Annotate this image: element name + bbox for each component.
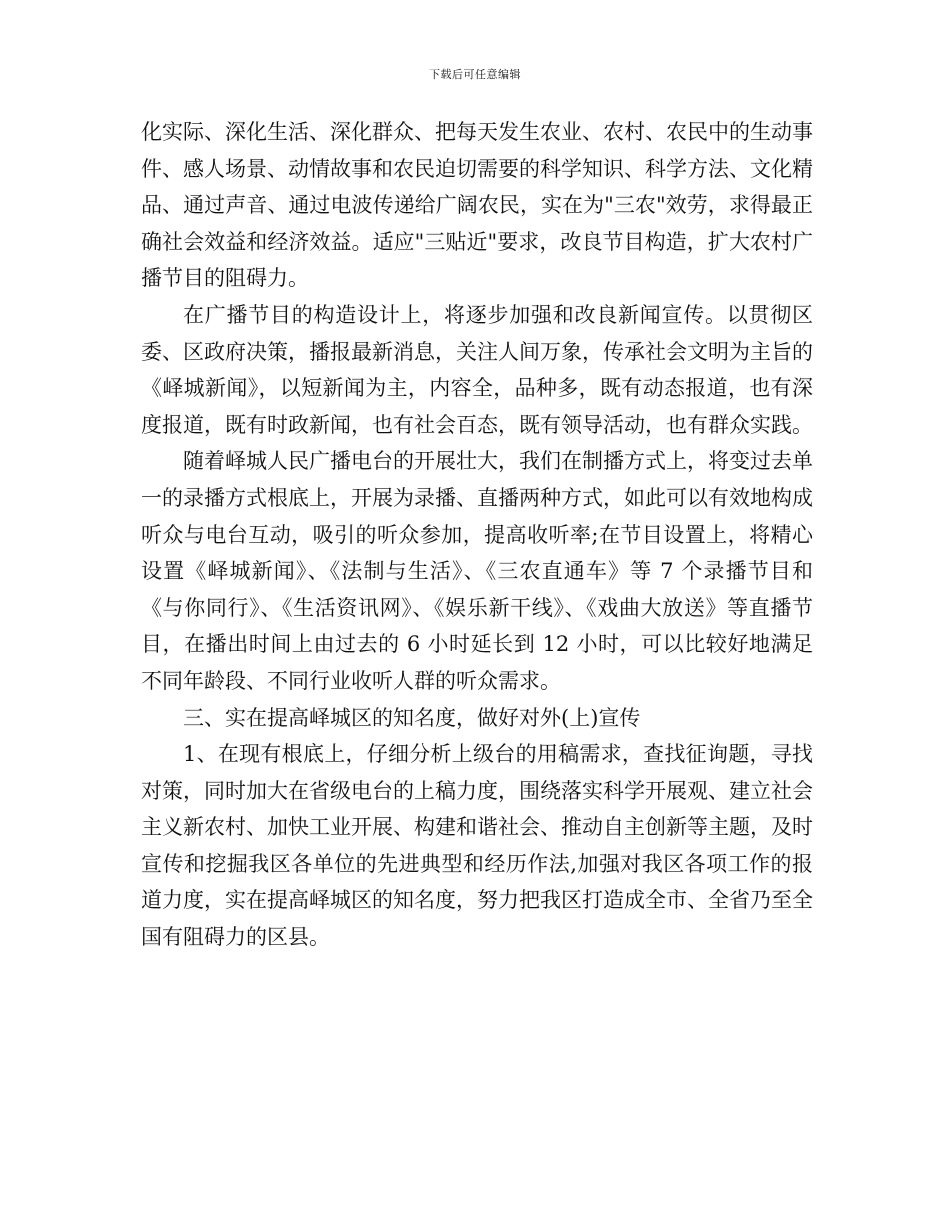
paragraph-4: 1、在现有根底上，仔细分析上级台的用稿需求，查找征询题，寻找对策，同时加大在省级电台的上稿力度，围绕落实科学开展观、建立社会主义新农村、加快工业开展、构建和谐社会、推动自主创新等主题，及时宣传和挖掘我区各单位的先进典型和经历作法,加强对我区各项工作的报道力度，实在提高峄城区的知名度，努力把我区打造成全市、全省乃至全国有阻碍力的区县。: [141, 742, 813, 950]
section-heading: 三、实在提高峄城区的知名度，做好对外(上)宣传: [183, 705, 641, 730]
document-body: [141, 114, 813, 956]
paragraph-2: 在广播节目的构造设计上，将逐步加强和改良新闻宣传。以贯彻区委、区政府决策，播报最新消息，关注人间万象，传承社会文明为主旨的《峄城新闻》，以短新闻为主，内容全，品种多，既有动态报道，也有深度报道，既有时政新闻，也有社会百态，既有领导活动，也有群众实践。: [141, 302, 813, 437]
page-header: 下载后可任意编辑: [429, 68, 521, 81]
paragraph-3: 随着峄城人民广播电台的开展壮大，我们在制播方式上，将变过去单一的录播方式根底上，开展为录播、直播两种方式，如此可以有效地构成听众与电台互动，吸引的听众参加，提高收听率;在节目设置上，将精心设置《峄城新闻》、《法制与生活》、《三农直通车》等 7 个录播节目和《与你同行》、《生活资讯网》、《娱乐新干线》、《戏曲大放送》等直播节目，在播出时间上由过去的 6 小时延长到 12 小时，可以比较好地满足不同年龄段、不同行业收听人群的听众需求。: [141, 449, 813, 693]
paragraph-1: 化实际、深化生活、深化群众、把每天发生农业、农村、农民中的生动事件、感人场景、动情故事和农民迫切需要的科学知识、科学方法、文化精品、通过声音、通过电波传递给广阔农民，实在为"三农"效劳，求得最正确社会效益和经济效益。适应"三贴近"要求，改良节目构造，扩大农村广播节目的阻碍力。: [141, 120, 813, 291]
